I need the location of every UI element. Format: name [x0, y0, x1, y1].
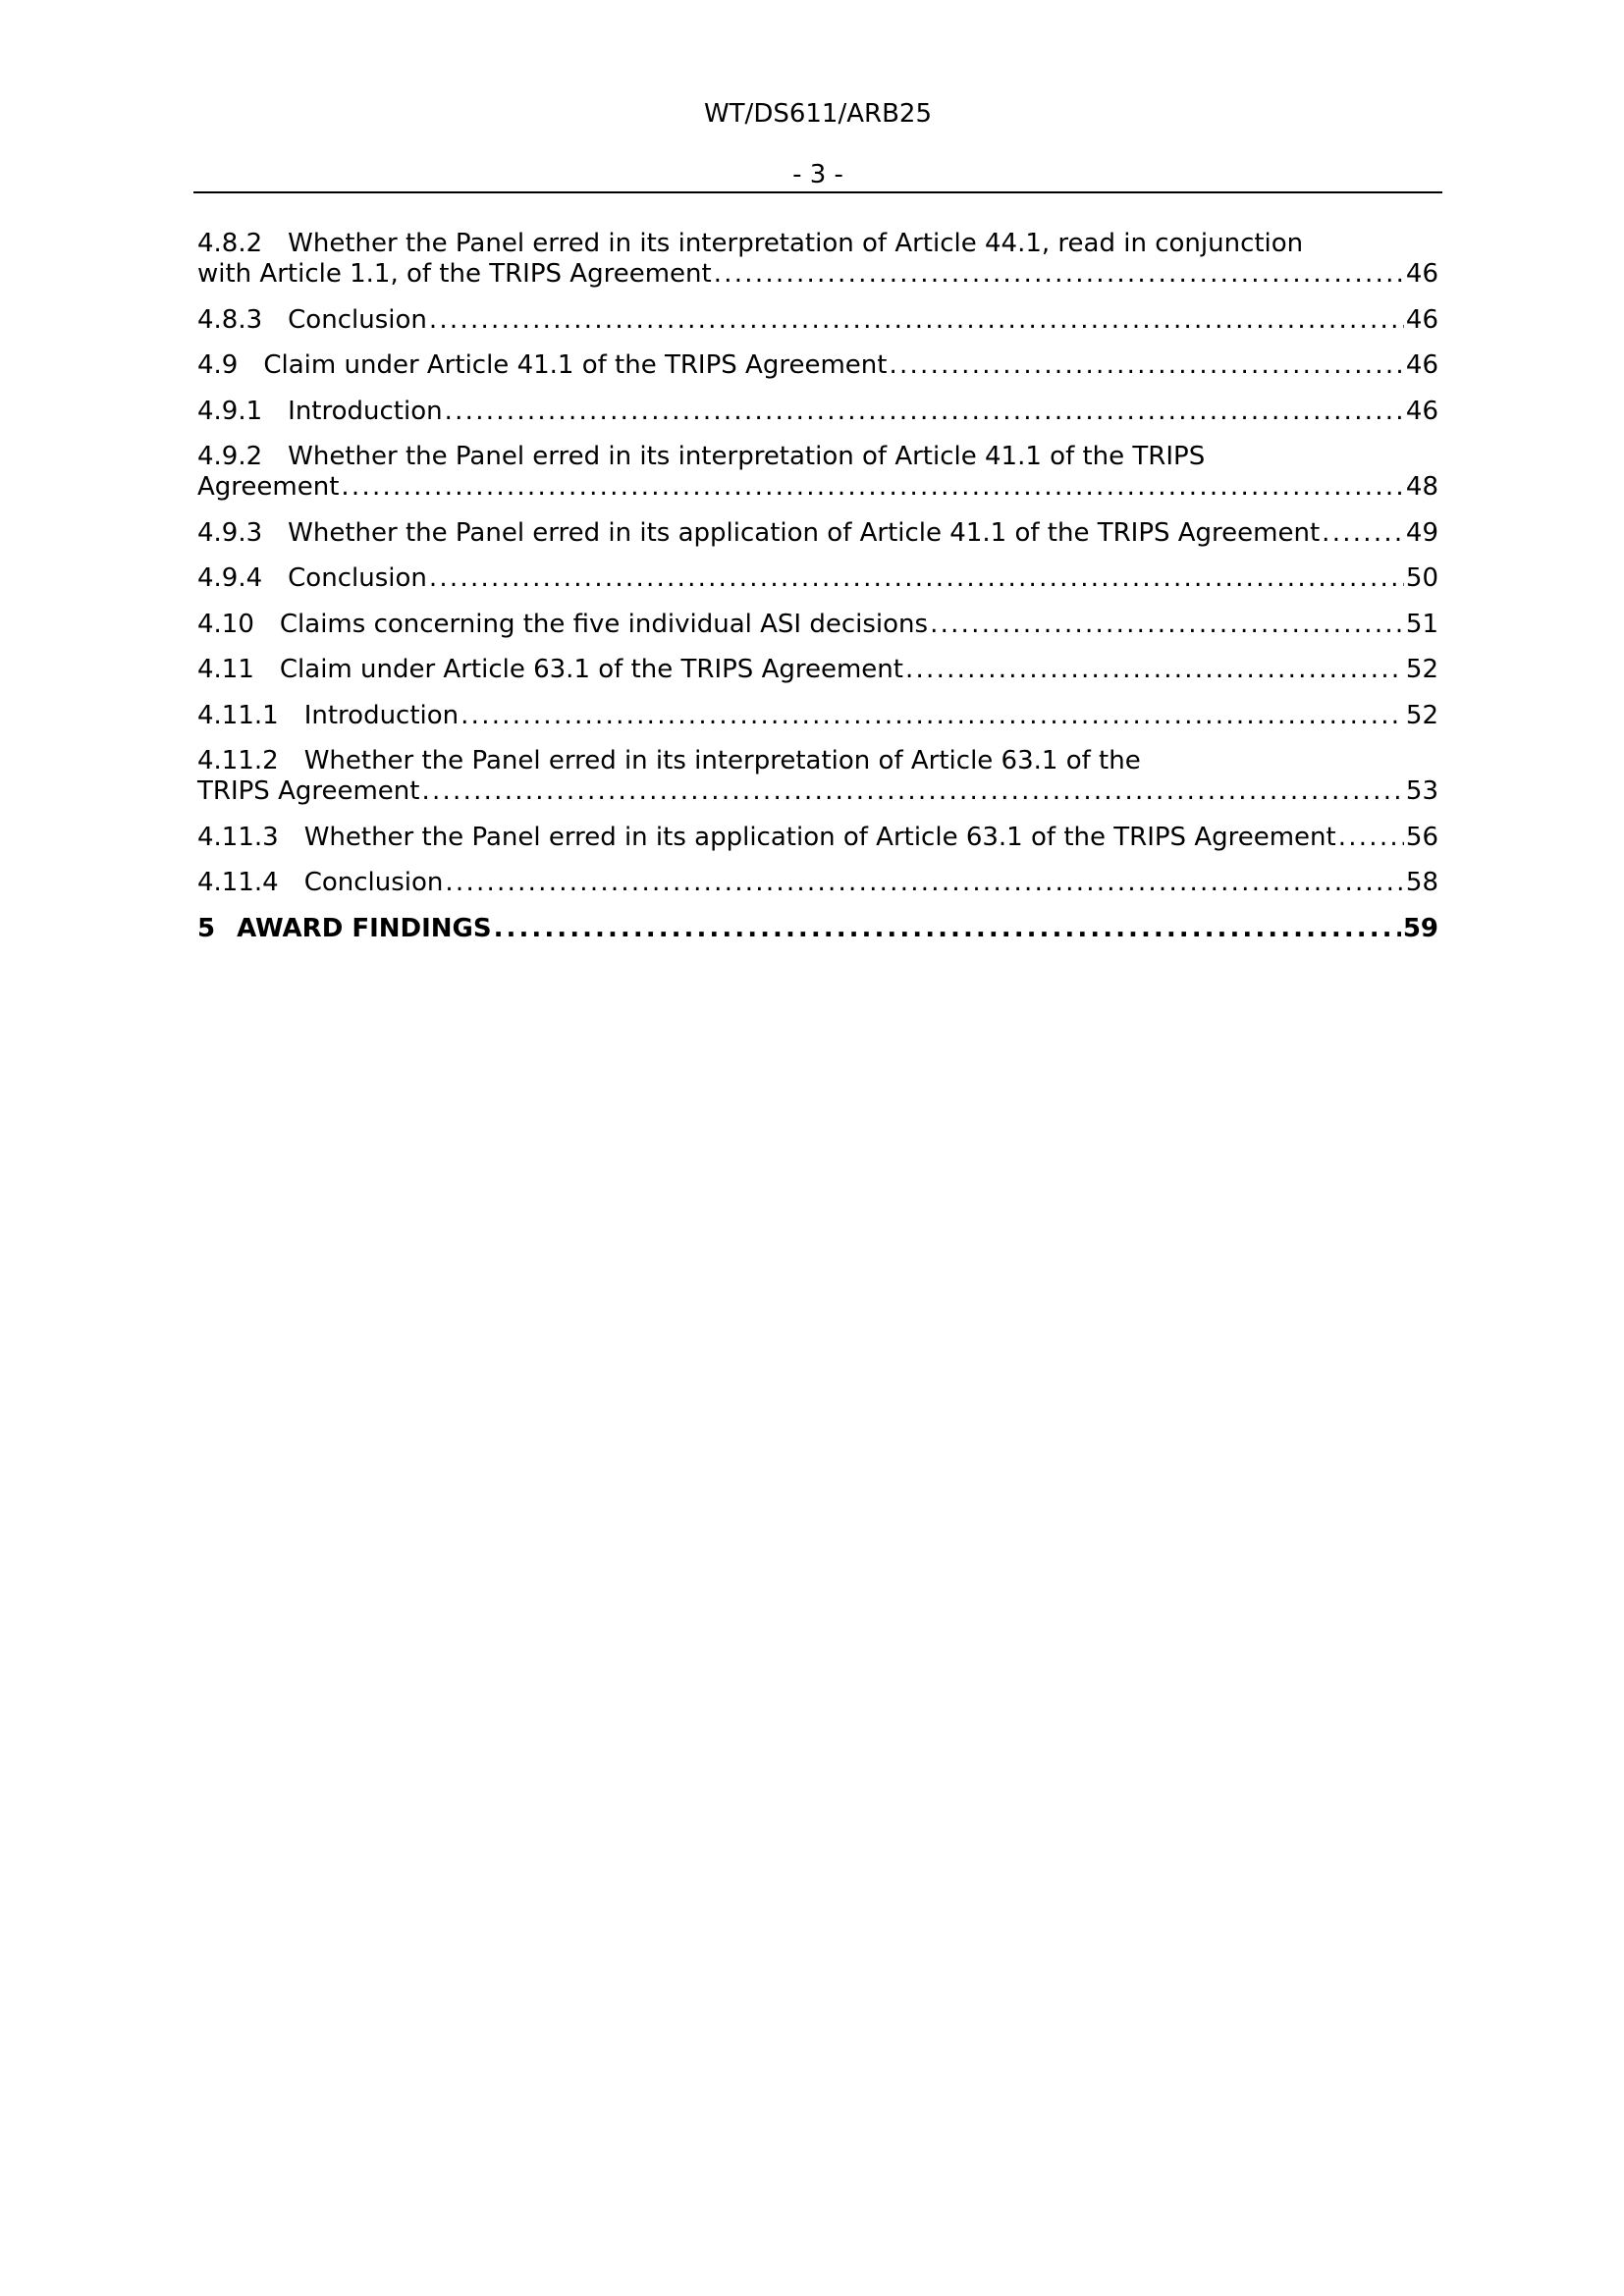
- dot-leader: [905, 655, 1404, 685]
- toc-entry-4-9-4[interactable]: [197, 563, 1438, 594]
- toc-entry-page: 52: [1405, 700, 1438, 730]
- toc-entry-number: 4.8.3: [197, 304, 263, 335]
- dot-leader: [889, 350, 1403, 381]
- toc-entry-title-continued: with Article 1.1, of the TRIPS Agreement: [197, 259, 712, 289]
- toc-entry-title: Whether the Panel erred in its application of Article 63.1 of the TRIPS Agreement: [303, 822, 1336, 852]
- toc-entry-title: Introduction: [288, 396, 443, 426]
- table-of-contents: [197, 229, 1438, 959]
- toc-entry-number: 4.10: [197, 609, 254, 639]
- dot-leader: [714, 259, 1404, 290]
- toc-entry-4-8-3[interactable]: [197, 305, 1438, 336]
- toc-entry-title: Conclusion: [288, 304, 427, 335]
- dot-leader: [429, 305, 1404, 336]
- toc-entry-title: Claims concerning the five individual ASI decisions: [279, 609, 929, 639]
- toc-entry-number: 4.9.3: [197, 517, 263, 548]
- toc-entry-page: 46: [1405, 259, 1438, 289]
- toc-entry-number: 4.9.1: [197, 396, 263, 426]
- toc-entry-page: 50: [1405, 563, 1438, 593]
- toc-entry-page: 52: [1405, 655, 1438, 684]
- toc-entry-title: Whether the Panel erred in its interpretation of Article 41.1 of the TRIPS: [288, 442, 1206, 471]
- toc-entry-5[interactable]: [197, 914, 1438, 944]
- dot-leader: [460, 701, 1404, 731]
- toc-entry-4-11-4[interactable]: [197, 868, 1438, 898]
- toc-entry-number: 4.11.4: [197, 868, 279, 897]
- document-symbol: WT/DS611/ARB25: [703, 99, 933, 129]
- toc-entry-title-continued: Agreement: [197, 472, 340, 502]
- toc-entry-4-8-2[interactable]: [197, 229, 1438, 290]
- dot-leader: [930, 610, 1404, 640]
- toc-entry-page: 49: [1405, 517, 1438, 548]
- toc-entry-title: Claim under Article 41.1 of the TRIPS Agreement: [263, 350, 888, 380]
- toc-entry-title: Introduction: [303, 700, 460, 730]
- toc-entry-4-11[interactable]: [197, 655, 1438, 685]
- toc-entry-4-10[interactable]: [197, 610, 1438, 640]
- toc-entry-4-11-1[interactable]: [197, 701, 1438, 731]
- toc-entry-title: AWARD FINDINGS: [237, 913, 492, 943]
- toc-entry-4-11-2[interactable]: [197, 746, 1438, 807]
- toc-entry-4-9-2[interactable]: [197, 442, 1438, 503]
- toc-entry-number: 4.11: [197, 655, 254, 684]
- toc-entry-number: 4.8.2: [197, 229, 263, 258]
- toc-entry-title: Whether the Panel erred in its interpretation of Article 44.1, read in conjunction: [288, 229, 1304, 258]
- toc-entry-number: 4.9.2: [197, 442, 263, 471]
- toc-entry-4-9[interactable]: [197, 350, 1438, 381]
- toc-entry-4-9-1[interactable]: [197, 397, 1438, 427]
- toc-entry-page: 46: [1405, 304, 1438, 335]
- dot-leader: [445, 868, 1404, 898]
- toc-entry-page: 58: [1405, 868, 1438, 897]
- toc-entry-number: 4.9.4: [197, 563, 263, 593]
- dot-leader: [445, 397, 1404, 427]
- toc-entry-4-11-3[interactable]: [197, 823, 1438, 853]
- dot-leader: [421, 776, 1403, 807]
- toc-entry-page: 48: [1405, 472, 1438, 502]
- toc-entry-title: Conclusion: [288, 563, 427, 593]
- toc-entry-number: 4.11.1: [197, 700, 279, 730]
- toc-entry-title: Claim under Article 63.1 of the TRIPS Agreement: [279, 655, 903, 684]
- toc-entry-number: 4.11.3: [197, 822, 279, 852]
- dot-leader: [494, 914, 1401, 944]
- toc-entry-page: 46: [1405, 350, 1438, 380]
- toc-entry-number: 4.11.2: [197, 746, 279, 775]
- toc-entry-title: Whether the Panel erred in its application of Article 41.1 of the TRIPS Agreement: [288, 517, 1321, 548]
- toc-entry-page: 59: [1402, 913, 1438, 943]
- toc-entry-title: Conclusion: [303, 868, 444, 897]
- dot-leader: [429, 563, 1404, 594]
- dot-leader: [1322, 518, 1404, 549]
- toc-entry-number: 4.9: [197, 350, 239, 380]
- page-number: - 3 -: [792, 160, 843, 189]
- toc-entry-title: Whether the Panel erred in its interpretation of Article 63.1 of the: [303, 746, 1141, 775]
- toc-entry-number: 5: [197, 913, 216, 943]
- dot-leader: [341, 472, 1404, 503]
- toc-entry-page: 46: [1405, 396, 1438, 426]
- toc-entry-page: 56: [1405, 822, 1438, 852]
- toc-entry-page: 51: [1405, 609, 1438, 639]
- toc-entry-title-continued: TRIPS Agreement: [197, 776, 420, 806]
- toc-entry-page: 53: [1405, 776, 1438, 806]
- header-rule: [193, 191, 1442, 193]
- toc-entry-4-9-3[interactable]: [197, 518, 1438, 549]
- dot-leader: [1338, 823, 1404, 853]
